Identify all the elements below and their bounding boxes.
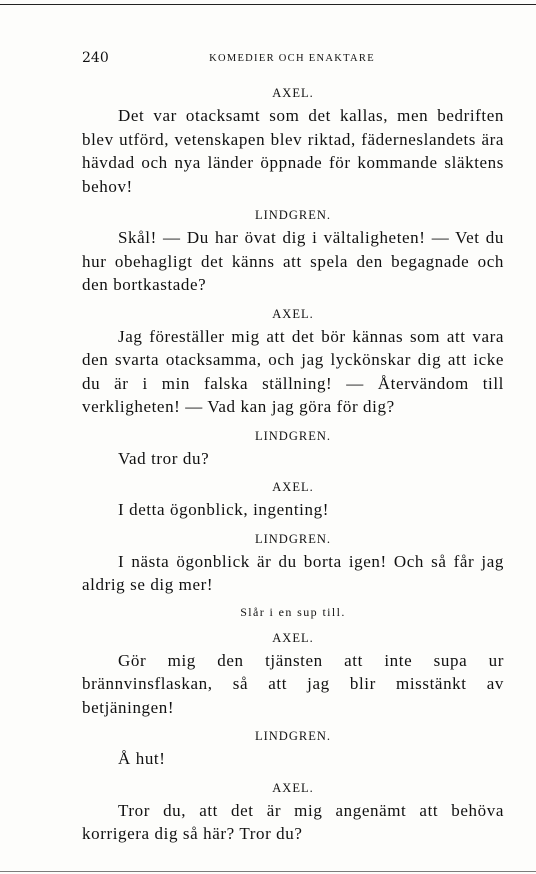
speaker-name: AXEL. (272, 480, 314, 494)
stage-direction: Slår i en sup till. (240, 604, 346, 619)
running-title: KOMEDIER OCH ENAKTARE (209, 53, 375, 64)
play-text (82, 84, 504, 854)
speech-text: I nästa ögonblick är du borta igen! Och så får jag aldrig se dig mer! (82, 551, 504, 594)
speech-text: Tror du, att det är mig angenämt att behöva korrigera dig så här? Tror du? (82, 800, 504, 843)
dialogue-block (82, 727, 504, 771)
dialogue-block (82, 305, 504, 419)
dialogue-block (82, 427, 504, 471)
bottom-edge-line (0, 871, 536, 872)
speaker-name: LINDGREN. (254, 428, 331, 443)
speaker-name: AXEL. (272, 780, 314, 795)
page-header (82, 50, 502, 70)
speech-text: Vad tror du? (118, 448, 210, 468)
speech-text: Skål! — Du har övat dig i vältaligheten! — Vet du hur obehagligt det känns att spela den begagnade och den bortkastade? (82, 228, 504, 294)
speech-text: Det var otacksamt som det kallas, men bedriften blev utförd, vetenskapen blev riktad, fäderneslandets ära hävdad och nya länder öppnade för kommande släktens behov! (82, 106, 504, 196)
speech-text: Gör mig den tjänsten att inte supa ur brännvinsflaskan, så att jag blir misstänkt av betjäningen! (82, 650, 504, 717)
dialogue-block (82, 206, 504, 297)
speaker-name: AXEL. (272, 86, 314, 100)
dialogue-block (82, 629, 504, 720)
speaker-name: LINDGREN. (254, 531, 331, 546)
dialogue-block (82, 530, 504, 621)
speaker-name: AXEL. (272, 306, 314, 321)
dialogue-block (82, 779, 504, 846)
speech-text: Å hut! (118, 749, 166, 768)
speech-text: Jag föreställer mig att det bör kännas som att vara den svarta otacksamma, och jag lyckönskar dig att icke du är i min falska ställning! — Återvändom till verkligheten! — Vad kan jag göra för dig? (82, 326, 504, 416)
dialogue-block (82, 478, 504, 522)
speaker-name: LINDGREN. (254, 208, 331, 222)
page-number: 240 (82, 50, 109, 66)
speech-text: I detta ögonblick, ingenting! (118, 500, 329, 519)
top-edge-line (0, 4, 536, 5)
dialogue-block (82, 84, 504, 198)
speaker-name: AXEL. (272, 630, 314, 645)
speaker-name: LINDGREN. (254, 729, 331, 743)
